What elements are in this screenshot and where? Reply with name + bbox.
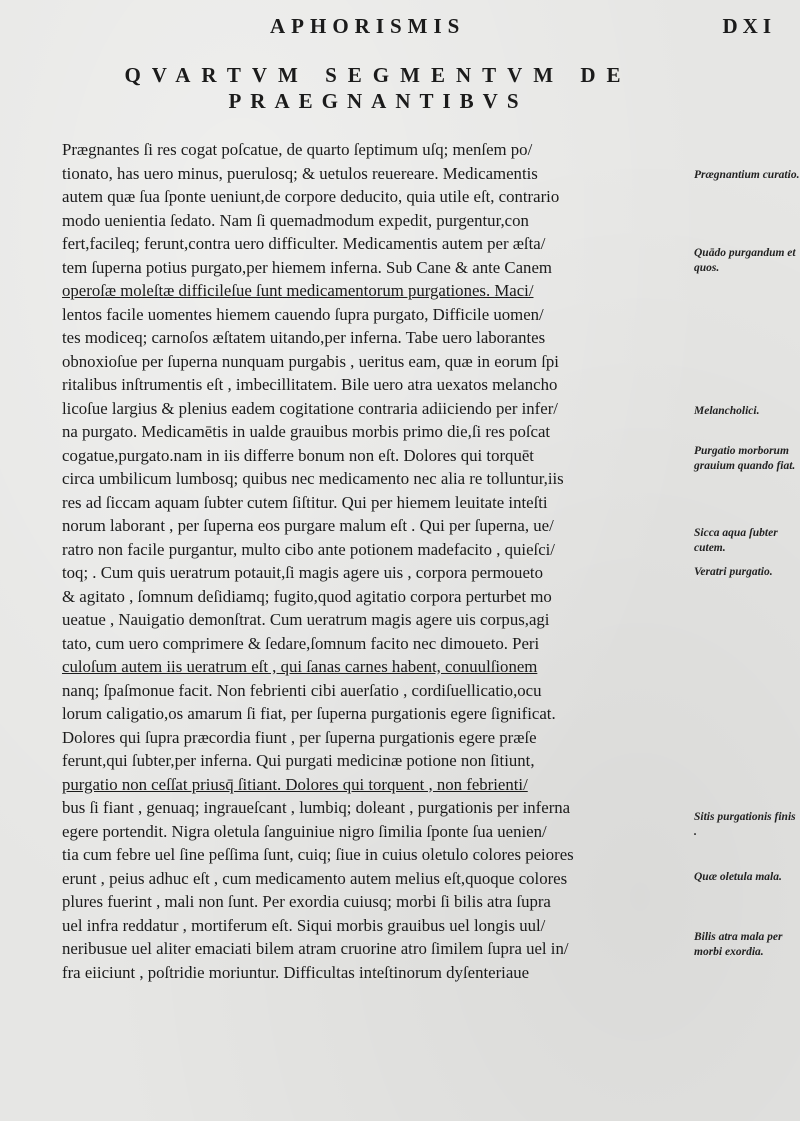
text-line: nanq; ſpaſmonue facit. Non febrienti cibi auerſatio , cordiſuellicatio,ocu [62, 680, 542, 700]
margin-note: Prægnantium curatio. [694, 169, 800, 181]
text-line: tato, cum uero comprimere & ſedare,ſomnum facito nec dimoueto. Peri [62, 633, 540, 653]
section-title [68, 62, 688, 114]
text-line: autem quæ ſua ſponte ueniunt,de corpore deducito, quia utile eſt, contrario [62, 187, 560, 206]
margin-note: Veratri purgatio. [694, 566, 773, 578]
margin-note: Quæ oletula mala. [694, 871, 782, 883]
page-folio: DXI [722, 14, 776, 38]
text-line: plures fuerint , mali non ſunt. Per exordia cuiusq; morbi ſi bilis atra ſupra [62, 892, 551, 911]
text-line: res ad ſiccam aquam ſubter cutem ſiſtitur. Qui per hiemem leuitate inteſti [62, 492, 548, 512]
text-line: egere portendit. Nigra oletula ſanguiniue nigro ſimilia ſponte ſua uenien/ [62, 821, 547, 841]
text-line-underlined: purgatio non ceſſat priusq̄ ſitiant. Dolores qui torquent , non febrienti/ [62, 774, 528, 794]
margin-note: Sicca aqua ſubter cutem. [694, 527, 778, 554]
text-line: tem ſuperna potius purgato,per hiemem inferna. Sub Cane & ante Canem [62, 257, 552, 277]
text-line-underlined: operoſæ moleſtæ difficileſue ſunt medicamentorum purgationes. Maci/ [62, 281, 534, 300]
text-line: ritalibus inſtrumentis eſt , imbecillitatem. Bile uero atra uexatos melancho [62, 375, 558, 394]
margin-note: Melancholici. [694, 405, 760, 417]
text-line: Prægnantes ſi res cogat poſcatue, de quarto ſeptimum uſq; menſem po/ [62, 140, 533, 159]
margin-note: Quādo purgandum et quos. [694, 247, 796, 274]
body-text [62, 138, 684, 984]
running-head: APHORISMIS [270, 14, 466, 38]
text-line: toq; . Cum quis ueratrum potauit,ſi magis agere uis , corpora permoueto [62, 563, 543, 582]
text-line: tes modiceq; carnoſos æſtatem uitando,per inferna. Tabe uero laborantes [62, 328, 546, 347]
text-line: circa umbilicum lumbosq; quibus nec medicamento nec alia re tolluntur,iis [62, 469, 564, 488]
text-line: fert,facileq; ferunt,contra uero difficulter. Medicamentis autem per æſta/ [62, 234, 546, 253]
text-line: erunt , peius adhuc eſt , cum medicamento autem melius eſt,quoque colores [62, 868, 568, 888]
text-line: neribusue uel aliter emaciati bilem atram cruorine atro ſimilem ſupra uel in/ [62, 939, 569, 958]
section-title-line-2: PRAEGNANTIBVS [228, 89, 528, 113]
margin-note: Sitis purgationis finis . [694, 811, 796, 838]
text-line: & agitato , ſomnum deſidiamq; fugito,quod agitatio corpora perturbet mo [62, 586, 552, 606]
text-line: ferunt,qui ſubter,per inferna. Qui purgati medicinæ potione non ſitiunt, [62, 751, 535, 770]
text-line: obnoxioſue per ſuperna nunquam purgabis , ueritus eam, quæ in eorum ſpi [62, 351, 559, 371]
text-line: fra eiiciunt , poſtridie moriuntur. Difficultas inteſtinorum dyſenteriaue [62, 962, 530, 982]
text-line: uel infra reddatur , mortiferum eſt. Siqui morbis grauibus uel longis uul/ [62, 915, 546, 935]
text-line: lentos facile uomentes hiemem cauendo ſupra purgato, Difficile uomen/ [62, 304, 544, 324]
margin-note: Bilis atra mala per morbi exordia. [694, 931, 783, 958]
text-line: modo uenientia ſedato. Nam ſi quemadmodum expedit, purgentur,con [62, 210, 529, 230]
text-line: cogatue,purgato.nam in iis differre bonum non eſt. Dolores qui torquēt [62, 445, 534, 465]
section-title-line-1: QVARTVM SEGMENTVM DE [124, 63, 632, 87]
margin-note: Purgatio morborum grauium quando fiat. [694, 445, 796, 472]
text-line: na purgato. Medicamētis in ualde grauibus morbis primo die,ſi res poſcat [62, 422, 551, 441]
text-line: bus ſi fiant , genuaq; ingraueſcant , lumbiq; doleant , purgationis per inferna [62, 798, 571, 817]
text-line: tionato, has uero minus, puerulosq; & uetulos reuereare. Medicamentis [62, 163, 538, 183]
text-line-underlined: culoſum autem iis ueratrum eſt , qui ſanas carnes habent, conuulſionem [62, 657, 538, 676]
text-line: norum laborant , per ſuperna eos purgare malum eſt . Qui per ſuperna, ue/ [62, 516, 554, 535]
text-line: lorum caligatio,os amarum ſi fiat, per ſuperna purgationis egere ſignificat. [62, 704, 556, 723]
text-line: ueatue , Nauigatio demonſtrat. Cum ueratrum magis agere uis corpus,agi [62, 610, 550, 629]
text-line: ratro non facile purgantur, multo cibo ante potionem madefacito , quieſci/ [62, 539, 555, 559]
text-line: licoſue largius & plenius eadem cogitatione contraria adiiciendo per infer/ [62, 398, 558, 418]
text-line: Dolores qui ſupra præcordia fiunt , per ſuperna purgationis egere præſe [62, 727, 537, 747]
text-line: tia cum febre uel ſine peſſima ſunt, cuiq; ſiue in cuius oletulo colores peiores [62, 845, 574, 864]
